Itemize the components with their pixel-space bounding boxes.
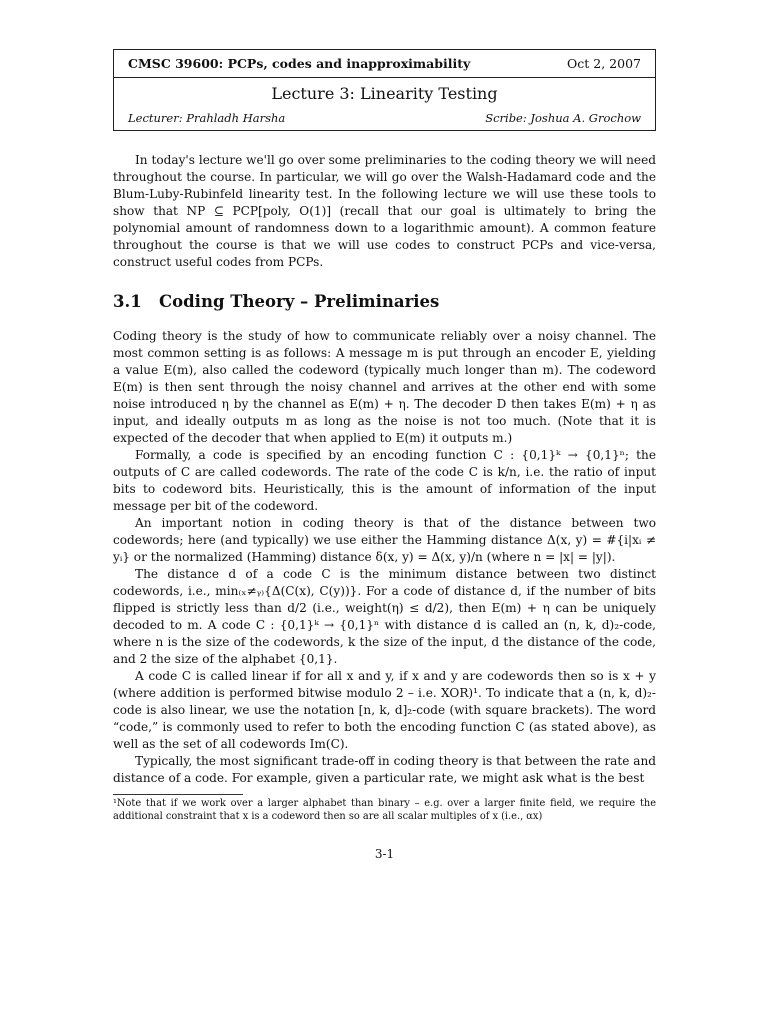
lecture-header-box — [113, 49, 656, 131]
footnote: ¹Note that if we work over a larger alphabet than binary – e.g. over a larger finite field, we require the additional constraint that x is a codeword then so are all scalar multiples of x (i.e., αx) — [113, 798, 656, 822]
body-paragraph: A code C is called linear if for all x and y, if x and y are codewords then so is x + y (where addition is performed bitwise modulo 2 – i.e. XOR)¹. To indicate that a (n, k, d)₂-code is also linear, we use the notation [n, k, d]₂-code (with square brackets). The word “code,” is commonly used to refer to both the encoding function C (as stated above), as well as the set of all codewords Im(C). — [113, 669, 656, 751]
intro-paragraph: In today's lecture we'll go over some preliminaries to the coding theory we will need throughout the course. In particular, we will go over the Walsh-Hadamard code and the Blum-Luby-Rubinfeld linearity test. In the following lecture we will use these tools to show that NP ⊆ PCP[poly, O(1)] (recall that our goal is ultimately to bring the polynomial amount of randomness down to a logarithmic amount). A common feature throughout the course is that we will use codes to construct PCPs and vice-versa, construct useful codes from PCPs. — [113, 153, 656, 269]
footnote-rule — [113, 794, 243, 795]
lecture-date: Oct 2, 2007 — [567, 56, 641, 71]
section-title: Coding Theory – Preliminaries — [159, 292, 440, 311]
body-paragraph: Coding theory is the study of how to communicate reliably over a noisy channel. The most common setting is as follows: A message m is put through an encoder E, yielding a value E(m), also called the codeword (typically much longer than m). The codeword E(m) is then sent through the noisy channel and arrives at the other end with some noise introduced η by the channel as E(m) + η. The decoder D then takes E(m) + η as input, and ideally outputs m as long as the noise is not too much. (Note that it is expected of the decoder that when applied to E(m) it outputs m.) — [113, 329, 656, 445]
body-paragraph: Typically, the most significant trade-off in coding theory is that between the rate and distance of a code. For example, given a particular rate, we might ask what is the best — [113, 754, 656, 785]
body-paragraph: The distance d of a code C is the minimum distance between two distinct codewords, i.e., min₍ₓ≠ᵧ₎{Δ(C(x), C(y))}. For a code of distance d, if the number of bits flipped is strictly less than d/2 (i.e., weight(η) ≤ d/2), then E(m) + η can be uniquely decoded to m. A code C : {0,1}ᵏ → {0,1}ⁿ with distance d is called an (n, k, d)₂-code, where n is the size of the codewords, k the size of the input, d the distance of the code, and 2 the size of the alphabet {0,1}. — [113, 567, 656, 666]
lecturer-name: Lecturer: Prahladh Harsha — [128, 111, 286, 125]
section-heading — [113, 292, 439, 311]
header-divider — [114, 77, 655, 78]
course-title: CMSC 39600: PCPs, codes and inapproximability — [128, 56, 471, 71]
body-paragraph: An important notion in coding theory is that of the distance between two codewords; here (and typically) we use either the Hamming distance Δ(x, y) = #{i|xᵢ ≠ yᵢ} or the normalized (Hamming) distance δ(x, y) = Δ(x, y)/n (where n = |x| = |y|). — [113, 516, 656, 564]
body-paragraph: Formally, a code is specified by an encoding function C : {0,1}ᵏ → {0,1}ⁿ; the outputs of C are called codewords. The rate of the code C is k/n, i.e. the ratio of input bits to codeword bits. Heuristically, this is the amount of information of the input message per bit of the codeword. — [113, 448, 656, 513]
lecture-title: Lecture 3: Linearity Testing — [271, 84, 498, 103]
section-number: 3.1 — [113, 292, 142, 311]
page-number: 3-1 — [374, 847, 395, 861]
scribe-name: Scribe: Joshua A. Grochow — [485, 111, 641, 125]
